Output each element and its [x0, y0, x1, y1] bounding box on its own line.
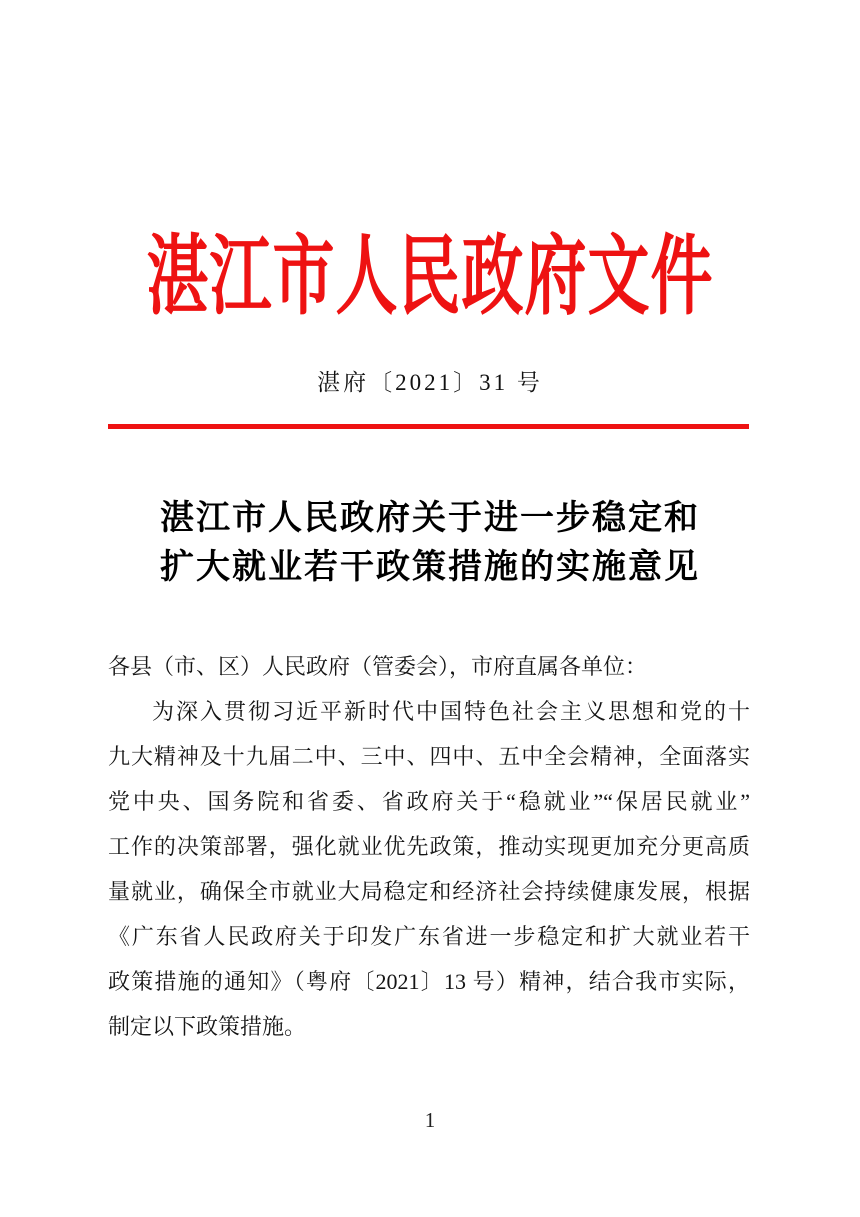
page-number: 1 [424, 1108, 436, 1132]
document-number: 湛府〔2021〕31 号 [317, 370, 543, 395]
document-body [108, 644, 750, 1049]
red-divider-line [108, 424, 749, 429]
salutation-line: 各县（市、区）人民政府（管委会），市府直属各单位： [108, 654, 648, 679]
document-title-line1: 湛江市人民政府关于进一步稳定和 [160, 500, 700, 537]
body-line: 量就业，确保全市就业大局稳定和经济社会持续健康发展，根据 [108, 879, 750, 904]
body-line: 九大精神及十九届二中、三中、四中、五中全会精神，全面落实 [108, 744, 750, 769]
body-line: 《广东省人民政府关于印发广东省进一步稳定和扩大就业若干 [108, 924, 750, 949]
body-line: 工作的决策部署，强化就业优先政策，推动实现更加充分更高质 [108, 834, 750, 859]
document-title [0, 494, 860, 592]
body-line: 制定以下政策措施。 [108, 1014, 307, 1039]
masthead-title: 湛江市人民政府文件 [146, 230, 714, 326]
body-line: 政策措施的通知》（粤府〔2021〕13 号）精神，结合我市实际， [108, 969, 750, 994]
body-line: 党中央、国务院和省委、省政府关于“稳就业”“保居民就业” [108, 789, 750, 814]
body-line: 为深入贯彻习近平新时代中国特色社会主义思想和党的十 [152, 699, 750, 724]
document-title-line2: 扩大就业若干政策措施的实施意见 [160, 549, 700, 586]
